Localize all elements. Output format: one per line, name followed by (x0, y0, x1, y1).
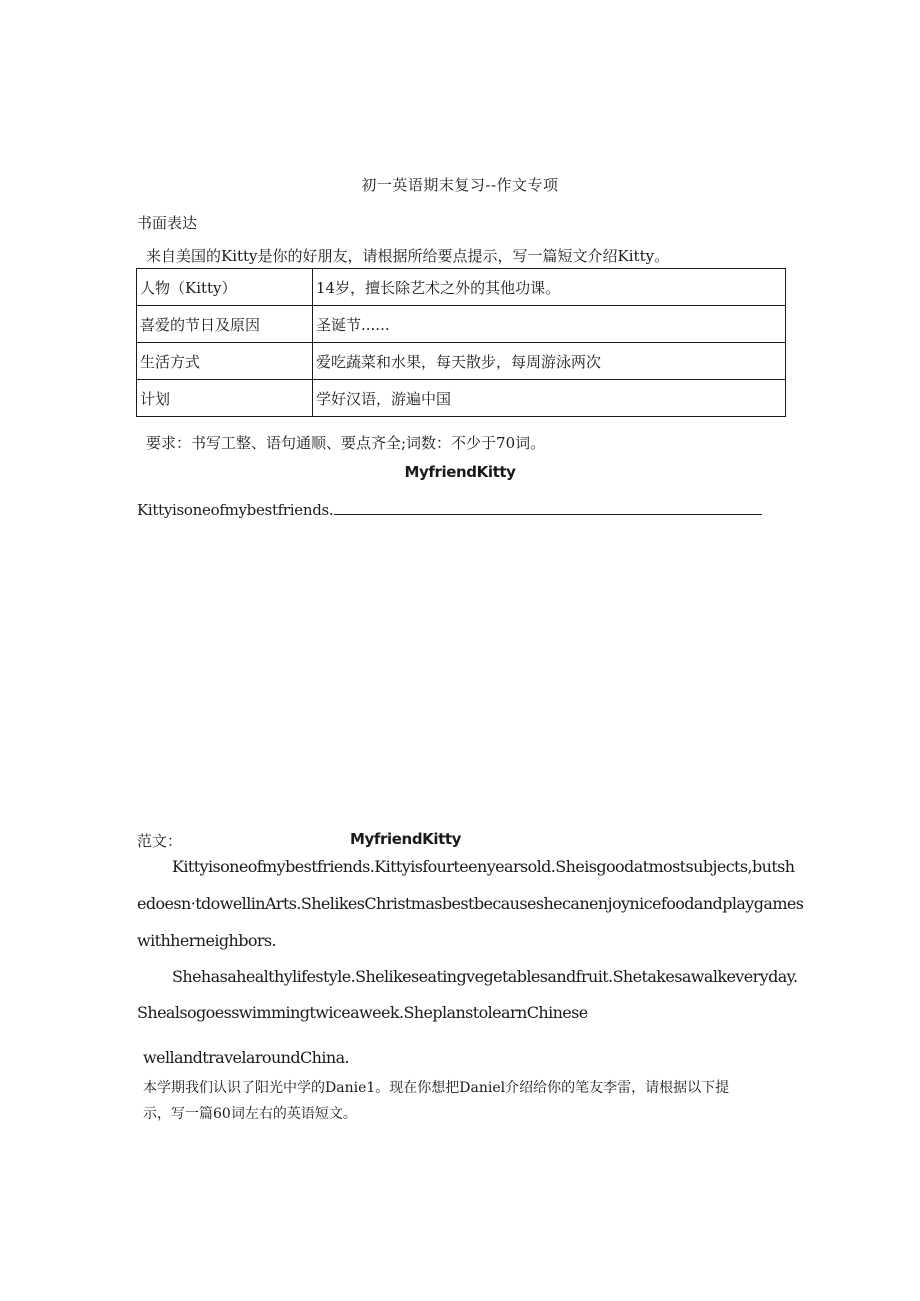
table-cell-label: 人物（Kitty） (137, 269, 313, 306)
task-prompt: 来自美国的Kitty是你的好朋友，请根据所给要点提示，写一篇短文介绍Kitty。 (146, 247, 670, 265)
table-cell-content: 圣诞节...... (313, 306, 786, 343)
key-points-table (136, 268, 786, 417)
starter-sentence: Kittyisoneofmybestfriends. (137, 501, 334, 519)
table-cell-label: 喜爱的节日及原因 (137, 306, 313, 343)
next-task-prompt-line: 示，写一篇60词左右的英语短文。 (143, 1106, 357, 1122)
sample-title: MyfriendKitty (350, 830, 462, 848)
writing-blank (334, 498, 762, 515)
table-row (137, 269, 786, 306)
sample-line: wellandtravelaroundChina. (143, 1048, 349, 1067)
table-cell-label: 计划 (137, 380, 313, 417)
section-heading: 书面表达 (137, 214, 198, 232)
table-cell-label: 生活方式 (137, 343, 313, 380)
page-title: 初一英语期末复习--作文专项 (361, 176, 559, 194)
table-cell-content: 14岁，擅长除艺术之外的其他功课。 (313, 269, 786, 306)
sample-line: edoesn·tdowellinArts.ShelikesChristmasbestbecauseshecanenjoynicefoodandplaygames (137, 894, 804, 913)
table-cell-content: 爱吃蔬菜和水果，每天散步，每周游泳两次 (313, 343, 786, 380)
sample-line: withherneighbors. (137, 931, 277, 950)
sample-line: Shehasahealthylifestyle.Shelikeseatingvegetablesandfruit.Shetakesawalkeveryday. (172, 967, 798, 986)
sample-line: Kittyisoneofmybestfriends.Kittyisfourteenyearsold.Sheisgoodatmostsubjects,butsh (172, 857, 795, 876)
essay-title: MyfriendKitty (404, 463, 516, 481)
starter-line (137, 498, 762, 519)
next-task-prompt-line: 本学期我们认识了阳光中学的Danie1。现在你想把Daniel介绍给你的笔友李雷，请根据以下提 (143, 1080, 730, 1096)
table-row (137, 306, 786, 343)
requirements-text: 要求：书写工整、语句通顺、要点齐全;词数：不少于70词。 (146, 434, 546, 452)
table-cell-content: 学好汉语，游遍中国 (313, 380, 786, 417)
sample-line: Shealsogoesswimmingtwiceaweek.SheplanstolearnChinese (137, 1003, 588, 1022)
table-row (137, 380, 786, 417)
sample-label: 范文： (137, 832, 183, 850)
table-row (137, 343, 786, 380)
